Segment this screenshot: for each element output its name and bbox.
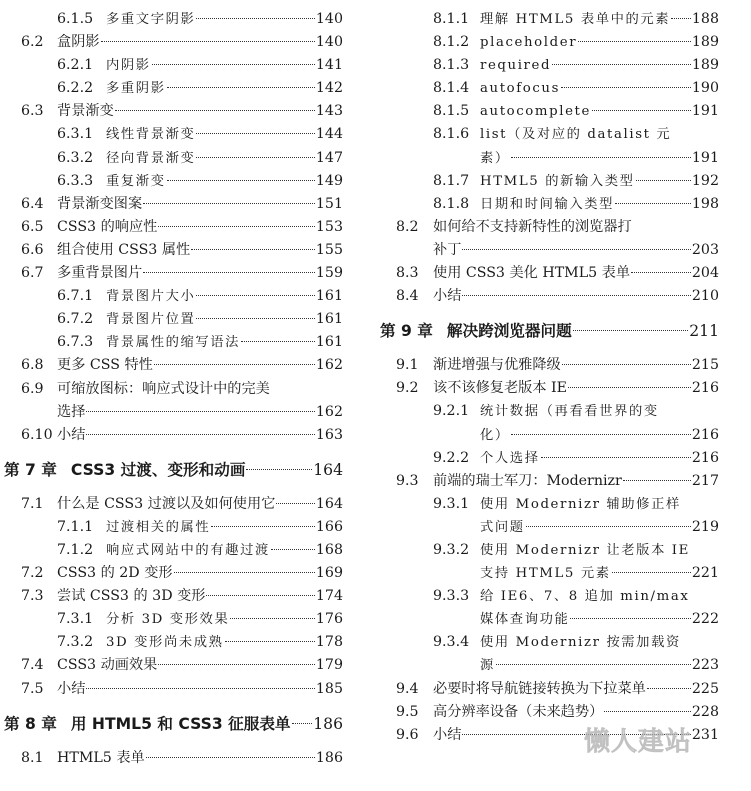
- toc-title: 用 HTML5 和 CSS3 征服表单: [70, 714, 291, 733]
- toc-number: 9.6: [396, 726, 419, 743]
- toc-title: 支持 HTML5 元素: [480, 566, 611, 582]
- toc-page-number: 216: [691, 380, 719, 397]
- toc-page-number: 155: [315, 241, 343, 258]
- toc-chapter-row: [379, 308, 719, 354]
- toc-number: 7.5: [21, 680, 44, 697]
- toc-title: 统计数据（再看看世界的变: [480, 404, 659, 420]
- toc-subsection-row: [379, 516, 719, 539]
- toc-page-number: 140: [315, 34, 343, 51]
- toc-leader-dots: [167, 179, 315, 181]
- toc-leader-dots: [271, 548, 315, 550]
- toc-title: 使用 Modernizr 辅助修正样: [480, 496, 681, 512]
- toc-subsection-row: [0, 331, 343, 354]
- toc-number: 6.6: [21, 241, 44, 258]
- toc-title: 更多 CSS 特性: [57, 357, 153, 374]
- toc-title: 重复渐变: [106, 173, 166, 189]
- toc-subsection-row: [379, 193, 719, 216]
- toc-leader-dots: [225, 640, 315, 642]
- toc-number: 7.1.1: [57, 518, 94, 535]
- toc-subsection-row: [379, 654, 719, 677]
- toc-chapter-row: [0, 447, 343, 493]
- toc-title: 可缩放图标：响应式设计中的完美: [57, 380, 270, 397]
- toc-title: 个人选择: [480, 450, 540, 466]
- toc-title: 使用 CSS3 美化 HTML5 表单: [433, 265, 631, 282]
- toc-subsection-row: [379, 100, 719, 123]
- toc-number: 8.2: [396, 218, 419, 235]
- toc-subsection-row: [379, 493, 719, 516]
- toc-subsection-row: [379, 147, 719, 170]
- toc-leader-dots: [462, 248, 691, 250]
- toc-title: 线性背景渐变: [106, 127, 196, 143]
- toc-section-row: [0, 354, 343, 377]
- toc-page-number: 147: [315, 149, 343, 166]
- toc-leader-dots: [647, 687, 691, 689]
- toc-page-number: 231: [691, 726, 719, 743]
- toc-title: 化）: [480, 427, 510, 443]
- watermark-logo: 懒人建站: [584, 727, 693, 757]
- toc-section-row: [379, 239, 719, 262]
- toc-leader-dots: [292, 722, 313, 724]
- toc-number: 6.3.3: [57, 172, 94, 189]
- toc-number: 8.1.5: [433, 103, 470, 120]
- toc-page-number: 204: [691, 265, 719, 282]
- toc-title: 使用 Modernizr 按需加载资: [480, 635, 681, 651]
- toc-page-number: 141: [315, 57, 343, 74]
- toc-title: 多重文字阴影: [106, 12, 196, 27]
- toc-title: 多重背景图片: [57, 265, 143, 282]
- toc-leader-dots: [526, 525, 691, 527]
- toc-page-number: 143: [315, 103, 343, 120]
- toc-leader-dots: [604, 710, 691, 712]
- toc-page-number: 163: [315, 426, 343, 443]
- toc-right-column: [379, 8, 719, 747]
- toc-title: HTML5 表单: [57, 749, 145, 766]
- toc-title: 背景渐变: [57, 103, 114, 120]
- toc-title: 背景渐变图案: [57, 195, 143, 212]
- toc-page-number: 203: [691, 241, 719, 258]
- toc-page-number: 190: [691, 80, 719, 97]
- toc-leader-dots: [143, 271, 315, 273]
- toc-subsection-row: [379, 608, 719, 631]
- toc-title: list（及对应的 datalist 元: [480, 127, 672, 143]
- toc-number: 6.2: [21, 34, 44, 51]
- toc-number: 8.1.7: [433, 172, 470, 189]
- toc-subsection-row: [0, 285, 343, 308]
- toc-subsection-row: [379, 123, 719, 146]
- toc-page-number: 222: [691, 611, 719, 628]
- toc-section-row: [0, 193, 343, 216]
- toc-page-number: 192: [691, 172, 719, 189]
- toc-subsection-row: [379, 54, 719, 77]
- toc-section-row: [0, 401, 343, 424]
- toc-number: 9.3.3: [433, 588, 470, 605]
- toc-number: 8.1: [21, 749, 44, 766]
- toc-section-row: [379, 285, 719, 308]
- toc-subsection-row: [379, 400, 719, 423]
- toc-title: 理解 HTML5 表单中的元素: [480, 12, 671, 27]
- toc-title: 必要时将导航链接转换为下拉菜单: [433, 680, 646, 697]
- toc-number: 9.1: [396, 357, 419, 374]
- toc-leader-dots: [174, 571, 315, 573]
- toc-page-number: 185: [315, 680, 343, 697]
- toc-leader-dots: [511, 156, 691, 158]
- toc-number: 6.7: [21, 265, 44, 282]
- toc-leader-dots: [167, 86, 315, 88]
- toc-page-number: 161: [315, 288, 343, 305]
- toc-leader-dots: [196, 317, 315, 319]
- toc-subsection-row: [379, 8, 719, 31]
- toc-page-number: 174: [315, 588, 343, 605]
- toc-title: 过渡相关的属性: [106, 519, 211, 535]
- toc-leader-dots: [86, 687, 315, 689]
- toc-subsection-row: [0, 147, 343, 170]
- toc-number: 8.1.3: [433, 57, 470, 74]
- toc-page-number: 161: [315, 334, 343, 351]
- toc-page-number: 216: [691, 426, 719, 443]
- toc-title: 小结: [57, 426, 86, 443]
- toc-page-number: 191: [691, 103, 719, 120]
- toc-number: 7.3.2: [57, 634, 94, 651]
- toc-leader-dots: [623, 479, 691, 481]
- toc-number: 9.2.2: [433, 449, 470, 466]
- toc-title: placeholder: [480, 35, 578, 51]
- toc-leader-dots: [631, 271, 691, 273]
- toc-subsection-row: [0, 8, 343, 31]
- toc-subsection-row: [379, 77, 719, 100]
- toc-section-row: [0, 262, 343, 285]
- toc-number: 9.4: [396, 680, 419, 697]
- toc-number: 第 9 章: [380, 322, 433, 341]
- toc-leader-dots: [552, 63, 691, 65]
- toc-leader-dots: [230, 617, 315, 619]
- toc-leader-dots: [86, 433, 315, 435]
- toc-number: 6.8: [21, 357, 44, 374]
- toc-title: 高分辨率设备（未来趋势）: [433, 703, 604, 720]
- toc-number: 6.4: [21, 195, 44, 212]
- toc-title: 盒阴影: [57, 34, 100, 51]
- toc-number: 9.2.1: [433, 403, 470, 420]
- toc-section-row: [379, 377, 719, 400]
- toc-subsection-row: [0, 608, 343, 631]
- toc-number: 6.10: [21, 426, 53, 443]
- toc-title: 什么是 CSS3 过渡以及如何使用它: [57, 495, 276, 512]
- toc-title: 内阴影: [106, 58, 151, 74]
- toc-page-number: 162: [315, 357, 343, 374]
- toc-section-row: [379, 262, 719, 285]
- toc-number: 7.4: [21, 657, 44, 674]
- toc-section-row: [0, 678, 343, 701]
- toc-page-number: 191: [691, 149, 719, 166]
- toc-title: 响应式网站中的有趣过渡: [106, 542, 270, 558]
- toc-number: 9.5: [396, 703, 419, 720]
- toc-title: 选择: [57, 403, 86, 420]
- toc-leader-dots: [276, 502, 315, 504]
- toc-page-number: 168: [315, 541, 343, 558]
- toc-leader-dots: [211, 525, 315, 527]
- toc-title: required: [480, 58, 552, 74]
- toc-subsection-row: [0, 123, 343, 146]
- toc-section-row: [0, 378, 343, 401]
- toc-title: 小结: [433, 288, 462, 305]
- toc-page-number: 142: [315, 80, 343, 97]
- toc-title: CSS3 的 2D 变形: [57, 565, 173, 582]
- toc-title: 给 IE6、7、8 追加 min/max: [480, 589, 690, 605]
- toc-page-number: 223: [691, 657, 719, 674]
- toc-number: 8.1.4: [433, 80, 470, 97]
- toc-leader-dots: [158, 225, 315, 227]
- toc-subsection-row: [0, 77, 343, 100]
- toc-title: 素）: [480, 150, 510, 166]
- toc-left-column: [0, 8, 343, 770]
- toc-page-number: 198: [691, 195, 719, 212]
- toc-number: 8.4: [396, 288, 419, 305]
- toc-leader-dots: [636, 179, 691, 181]
- toc-number: 6.5: [21, 218, 44, 235]
- toc-leader-dots: [541, 456, 691, 458]
- toc-title: 使用 Modernizr 让老版本 IE: [480, 542, 690, 558]
- toc-leader-dots: [561, 86, 691, 88]
- toc-number: 6.3.1: [57, 126, 94, 143]
- toc-title: 如何给不支持新特性的浏览器打: [433, 218, 632, 235]
- toc-number: 6.3.2: [57, 149, 94, 166]
- toc-number: 6.3: [21, 103, 44, 120]
- toc-number: 7.3.1: [57, 611, 94, 628]
- toc-number: 9.3.2: [433, 541, 470, 558]
- toc-page-number: 225: [691, 680, 719, 697]
- toc-number: 7.2: [21, 565, 44, 582]
- toc-page-number: 149: [315, 172, 343, 189]
- toc-section-row: [379, 354, 719, 377]
- toc-subsection-row: [379, 424, 719, 447]
- toc-page-number: 210: [691, 288, 719, 305]
- toc-title: 背景图片大小: [106, 289, 196, 305]
- toc-title: 分析 3D 变形效果: [106, 612, 230, 628]
- toc-number: 6.7.2: [57, 311, 94, 328]
- toc-leader-dots: [511, 433, 691, 435]
- toc-page-number: 169: [315, 565, 343, 582]
- toc-leader-dots: [152, 63, 315, 65]
- toc-number: 第 7 章: [4, 460, 57, 479]
- toc-leader-dots: [462, 294, 691, 296]
- toc-section-row: [0, 747, 343, 770]
- toc-title: 该不该修复老版本 IE: [433, 380, 567, 397]
- toc-leader-dots: [578, 40, 691, 42]
- toc-title: HTML5 的新输入类型: [480, 173, 635, 189]
- toc-page-number: 151: [315, 195, 343, 212]
- toc-title: 前端的瑞士军刀：Modernizr: [433, 472, 622, 489]
- toc-number: 第 8 章: [4, 714, 57, 733]
- toc-title: 小结: [57, 680, 86, 697]
- toc-section-row: [0, 424, 343, 447]
- toc-title: 渐进增强与优雅降级: [433, 357, 561, 374]
- toc-leader-dots: [568, 386, 691, 388]
- toc-title: 补丁: [433, 241, 462, 258]
- toc-leader-dots: [146, 756, 315, 758]
- toc-section-row: [379, 470, 719, 493]
- toc-leader-dots: [241, 340, 315, 342]
- toc-number: 6.2.2: [57, 80, 94, 97]
- toc-title: 背景图片位置: [106, 312, 196, 328]
- toc-subsection-row: [0, 170, 343, 193]
- toc-page-number: 176: [315, 611, 343, 628]
- toc-page-number: 164: [315, 495, 343, 512]
- toc-leader-dots: [671, 17, 691, 19]
- toc-page-number: 162: [315, 403, 343, 420]
- toc-page-number: 221: [691, 565, 719, 582]
- toc-page-number: 186: [315, 749, 343, 766]
- toc-title: autocomplete: [480, 104, 591, 120]
- toc-leader-dots: [615, 202, 691, 204]
- toc-section-row: [0, 493, 343, 516]
- toc-page-number: 188: [691, 11, 719, 27]
- toc-leader-dots: [196, 17, 315, 19]
- toc-page-number: 186: [313, 714, 343, 733]
- toc-leader-dots: [246, 468, 312, 470]
- toc-leader-dots: [562, 363, 691, 365]
- toc-subsection-row: [0, 539, 343, 562]
- toc-leader-dots: [496, 663, 691, 665]
- toc-section-row: [379, 216, 719, 239]
- toc-page-number: 189: [691, 57, 719, 74]
- toc-page-number: 216: [691, 449, 719, 466]
- toc-section-row: [0, 100, 343, 123]
- toc-title: autofocus: [480, 81, 561, 97]
- toc-number: 8.1.8: [433, 195, 470, 212]
- toc-number: 6.9: [21, 380, 44, 397]
- toc-title: 背景属性的缩写语法: [106, 335, 241, 351]
- toc-chapter-row: [0, 701, 343, 747]
- toc-subsection-row: [0, 516, 343, 539]
- toc-number: 8.1.6: [433, 126, 470, 143]
- toc-number: 7.1: [21, 495, 44, 512]
- toc-page-number: 178: [315, 634, 343, 651]
- toc-leader-dots: [206, 594, 314, 596]
- toc-number: 8.1.1: [433, 11, 470, 27]
- toc-page-number: 166: [315, 518, 343, 535]
- toc-title: CSS3 的响应性: [57, 218, 158, 235]
- toc-leader-dots: [154, 363, 315, 365]
- toc-page-number: 161: [315, 311, 343, 328]
- toc-page-number: 189: [691, 34, 719, 51]
- toc-leader-dots: [191, 248, 315, 250]
- toc-number: 9.3.4: [433, 634, 470, 651]
- toc-subsection-row: [379, 631, 719, 654]
- toc-section-row: [0, 585, 343, 608]
- toc-section-row: [0, 562, 343, 585]
- toc-subsection-row: [379, 170, 719, 193]
- toc-leader-dots: [158, 663, 315, 665]
- toc-section-row: [379, 678, 719, 701]
- toc-leader-dots: [86, 410, 315, 412]
- toc-number: 9.3: [396, 472, 419, 489]
- toc-title: 式问题: [480, 519, 525, 535]
- toc-number: 7.1.2: [57, 541, 94, 558]
- toc-title: CSS3 过渡、变形和动画: [70, 460, 246, 479]
- toc-leader-dots: [115, 109, 315, 111]
- toc-section-row: [0, 31, 343, 54]
- toc-title: CSS3 动画效果: [57, 657, 158, 674]
- toc-leader-dots: [573, 329, 689, 331]
- toc-page-number: 179: [315, 657, 343, 674]
- toc-subsection-row: [0, 631, 343, 654]
- toc-title: 径向背景渐变: [106, 150, 196, 166]
- toc-page-number: 159: [315, 265, 343, 282]
- toc-leader-dots: [592, 109, 691, 111]
- toc-page-number: 211: [689, 322, 719, 341]
- toc-page-number: 153: [315, 218, 343, 235]
- toc-page-number: 217: [691, 472, 719, 489]
- toc-leader-dots: [196, 294, 315, 296]
- toc-number: 8.3: [396, 265, 419, 282]
- toc-subsection-row: [379, 31, 719, 54]
- toc-section-row: [0, 216, 343, 239]
- toc-title: 3D 变形尚未成熟: [106, 635, 224, 651]
- toc-leader-dots: [570, 617, 691, 619]
- toc-page-number: 140: [315, 11, 343, 27]
- toc-title: 日期和时间输入类型: [480, 196, 615, 212]
- toc-leader-dots: [196, 132, 315, 134]
- toc-title: 尝试 CSS3 的 3D 变形: [57, 588, 206, 605]
- toc-number: 7.3: [21, 588, 44, 605]
- toc-title: 媒体查询功能: [480, 612, 570, 628]
- toc-subsection-row: [0, 54, 343, 77]
- toc-page-number: 228: [691, 703, 719, 720]
- toc-number: 6.1.5: [57, 11, 94, 27]
- toc-subsection-row: [379, 447, 719, 470]
- toc-subsection-row: [379, 585, 719, 608]
- toc-subsection-row: [0, 308, 343, 331]
- toc-number: 6.7.1: [57, 288, 94, 305]
- toc-title: 组合使用 CSS3 属性: [57, 241, 191, 258]
- toc-number: 6.2.1: [57, 57, 94, 74]
- toc-leader-dots: [196, 156, 315, 158]
- toc-page-number: 164: [313, 460, 343, 479]
- toc-leader-dots: [612, 571, 691, 573]
- toc-subsection-row: [379, 562, 719, 585]
- toc-number: 8.1.2: [433, 34, 470, 51]
- toc-title: 小结: [433, 726, 462, 743]
- toc-leader-dots: [101, 40, 315, 42]
- toc-number: 9.2: [396, 380, 419, 397]
- toc-title: 解决跨浏览器问题: [446, 322, 572, 341]
- toc-title: 源: [480, 658, 495, 674]
- toc-subsection-row: [379, 539, 719, 562]
- toc-title: 多重阴影: [106, 81, 166, 97]
- toc-section-row: [0, 239, 343, 262]
- toc-number: 6.7.3: [57, 334, 94, 351]
- toc-page-number: 144: [315, 126, 343, 143]
- toc-page-number: 215: [691, 357, 719, 374]
- toc-page-number: 219: [691, 518, 719, 535]
- toc-number: 9.3.1: [433, 495, 470, 512]
- toc-leader-dots: [143, 202, 315, 204]
- toc-section-row: [0, 654, 343, 677]
